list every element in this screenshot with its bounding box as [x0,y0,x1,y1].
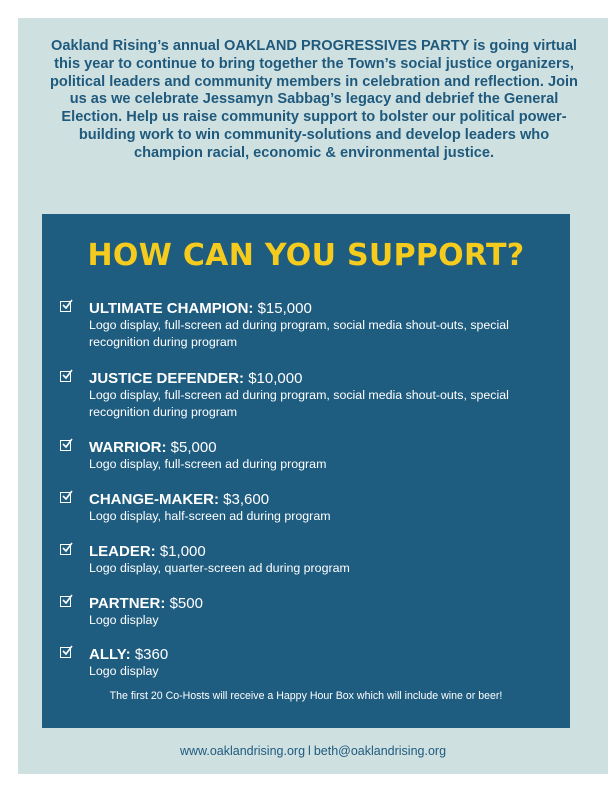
footnote: The first 20 Co-Hosts will receive a Happy Hour Box which will include wine or beer! [109,690,503,702]
tier-description: Logo display, quarter-screen ad during program [89,561,350,575]
tier-price: $500 [169,595,203,612]
checkbox-icon [60,647,71,658]
checkbox-icon [60,492,71,503]
tier-name: ALLY: [89,646,131,663]
tier-description: Logo display [89,664,159,678]
tier-description: Logo display, half-screen ad during program [89,509,331,523]
tier-price: $10,000 [248,370,303,387]
tier-price: $15,000 [257,300,312,317]
tier-leader [60,543,560,577]
support-panel [42,214,570,728]
checkbox-icon [60,596,71,607]
panel-title: HOW CAN YOU SUPPORT? [87,238,525,273]
tier-price: $360 [134,646,169,663]
tier-justice-defender [60,370,560,421]
tier-change-maker [60,491,560,525]
tier-ally [60,646,560,680]
checkbox-icon [60,440,71,451]
tier-partner [60,595,560,629]
tier-name: LEADER: [89,543,156,560]
tier-description: Logo display, full-screen ad during program, social media shout-outs, special recognition during program [89,388,509,419]
flyer-page [18,18,608,774]
tier-ultimate-champion [60,300,560,351]
website-link[interactable]: www.oaklandrising.org [179,744,306,758]
tier-description: Logo display, full-screen ad during program, social media shout-outs, special recognition during program [89,318,509,349]
email-link[interactable]: beth@oaklandrising.org [313,744,447,758]
tier-name: PARTNER: [89,595,166,612]
tier-price: $1,000 [159,543,206,560]
intro-paragraph: Oakland Rising’s annual OAKLAND PROGRESSIVES PARTY is going virtual this year to continue to bring together the Town’s social justice organizers, political leaders and community members in celebration and reflection. Join us as we celebrate Jessamyn Sabbag’s legacy and debrief the General Election. Help us raise community support to bolster our political power-building work to win community-solutions and develop leaders who champion racial, economic & environmental justice. [50,38,578,161]
tier-name: ULTIMATE CHAMPION: [89,300,254,317]
tier-price: $5,000 [170,439,217,456]
tier-name: CHANGE-MAKER: [89,491,219,508]
tier-name: JUSTICE DEFENDER: [89,370,245,387]
contact-line [18,744,608,758]
checkbox-icon [60,371,71,382]
checkbox-icon [60,544,71,555]
tier-name: WARRIOR: [89,439,167,456]
tier-description: Logo display, full-screen ad during program [89,457,327,471]
contact-separator: l [308,744,311,758]
checkbox-icon [60,301,71,312]
tier-warrior [60,439,560,473]
tier-price: $3,600 [223,491,270,508]
tier-description: Logo display [89,613,159,627]
